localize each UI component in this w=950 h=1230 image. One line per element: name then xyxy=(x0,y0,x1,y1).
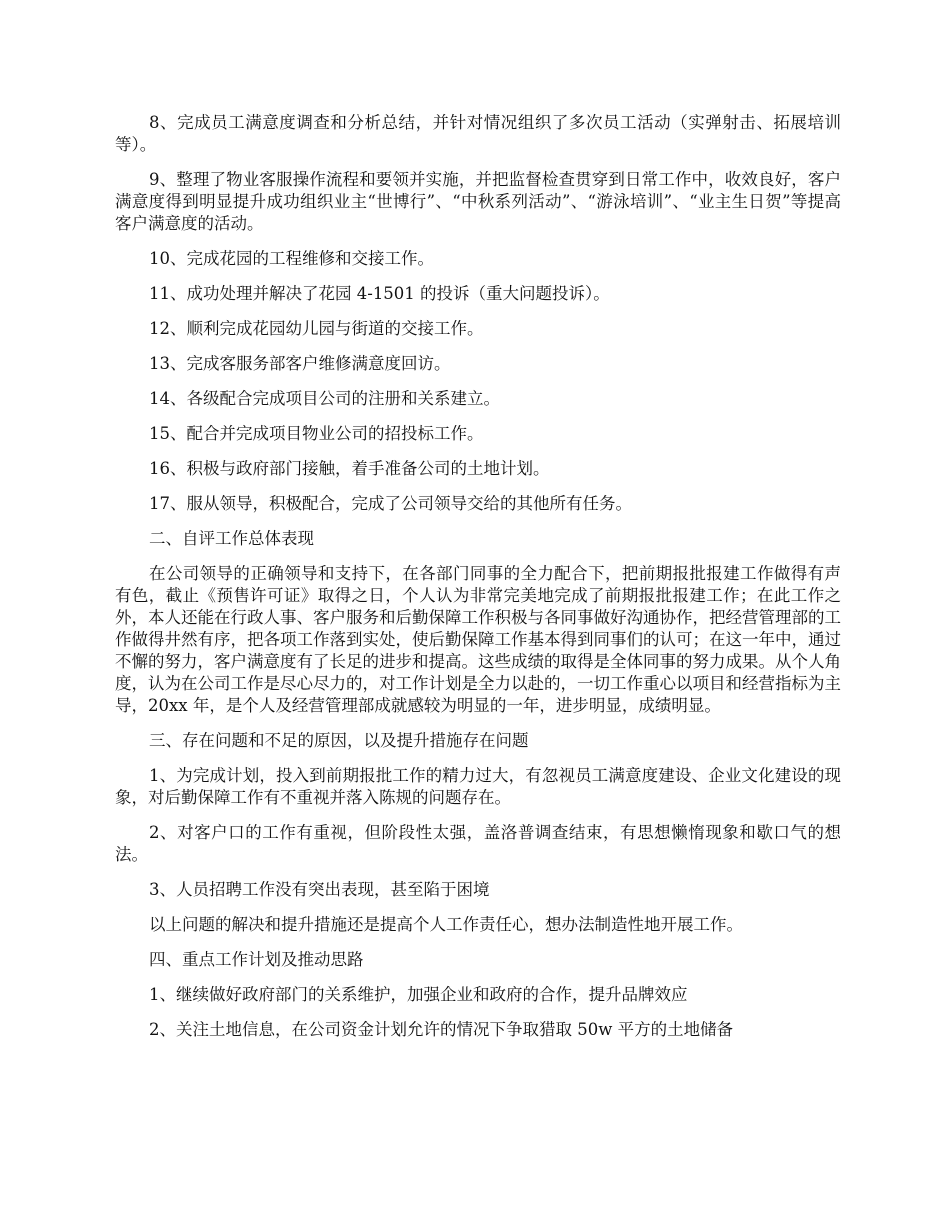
paragraph-problem-2: 2、对客户口的工作有重视，但阶段性太强，盖洛普调查结束，有思想懒惰现象和歇口气的想法。 xyxy=(115,823,841,864)
paragraph-item-9: 9、整理了物业客服操作流程和要领并实施，并把监督检查贯穿到日常工作中，收效良好，客户满意度得到明显提升成功组织业主“世博行”、“中秋系列活动”、“游泳培训”、“业主生日贺”等提高客户满意度的活动。 xyxy=(115,170,841,233)
paragraph-item-17: 17、服从领导，积极配合，完成了公司领导交给的其他所有任务。 xyxy=(149,494,632,513)
paragraph-item-8: 8、完成员工满意度调查和分析总结，并针对情况组织了多次员工活动（实弹射击、拓展培训等）。 xyxy=(115,113,841,154)
paragraph-item-10: 10、完成花园的工程维修和交接工作。 xyxy=(149,249,434,268)
section-heading-self-evaluation: 二、自评工作总体表现 xyxy=(149,529,314,548)
paragraph-item-12: 12、顺利完成花园幼儿园与街道的交接工作。 xyxy=(149,319,484,338)
section-heading-work-plan: 四、重点工作计划及推动思路 xyxy=(149,950,364,969)
paragraph-item-15: 15、配合并完成项目物业公司的招投标工作。 xyxy=(149,424,484,443)
paragraph-plan-1: 1、继续做好政府部门的关系维护，加强企业和政府的合作，提升品牌效应 xyxy=(149,985,688,1004)
paragraph-item-14: 14、各级配合完成项目公司的注册和关系建立。 xyxy=(149,389,500,408)
paragraph-item-13: 13、完成客服务部客户维修满意度回访。 xyxy=(149,354,451,373)
paragraph-item-16: 16、积极与政府部门接触，着手准备公司的土地计划。 xyxy=(149,459,550,478)
document-body xyxy=(115,112,841,1054)
paragraph-problem-solution: 以上问题的解决和提升措施还是提高个人工作责任心，想办法制造性地开展工作。 xyxy=(149,915,743,934)
paragraph-self-evaluation-body: 在公司领导的正确领导和支持下，在各部门同事的全力配合下，把前期报批报建工作做得有声有色，截止《预售许可证》取得之日，个人认为非常完美地完成了前期报批报建工作；在此工作之外，本人还能在行政人事、客户服务和后勤保障工作积极与各同事做好沟通协作，把经营管理部的工作做得井然有序，把各项工作落到实处，使后勤保障工作基本得到同事们的认可；在这一年中，通过不懈的努力，客户满意度有了长足的进步和提高。这些成绩的取得是全体同事的努力成果。从个人角度，认为在公司工作是尽心尽力的，对工作计划是全力以赴的，一切工作重心以项目和经营指标为主导，20xx 年，是个人及经营管理部成就感较为明显的一年，进步明显，成绩明显。 xyxy=(115,564,841,715)
paragraph-problem-1: 1、为完成计划，投入到前期报批工作的精力过大，有忽视员工满意度建设、企业文化建设的现象，对后勤保障工作有不重视并落入陈规的问题存在。 xyxy=(115,766,841,807)
paragraph-plan-2: 2、关注土地信息，在公司资金计划允许的情况下争取猎取 50w 平方的土地储备 xyxy=(149,1020,734,1039)
paragraph-problem-3: 3、人员招聘工作没有突出表现，甚至陷于困境 xyxy=(149,880,490,899)
section-heading-problems: 三、存在问题和不足的原因，以及提升措施存在问题 xyxy=(149,731,529,750)
paragraph-item-11: 11、成功处理并解决了花园 4-1501 的投诉（重大问题投诉）。 xyxy=(149,284,610,303)
